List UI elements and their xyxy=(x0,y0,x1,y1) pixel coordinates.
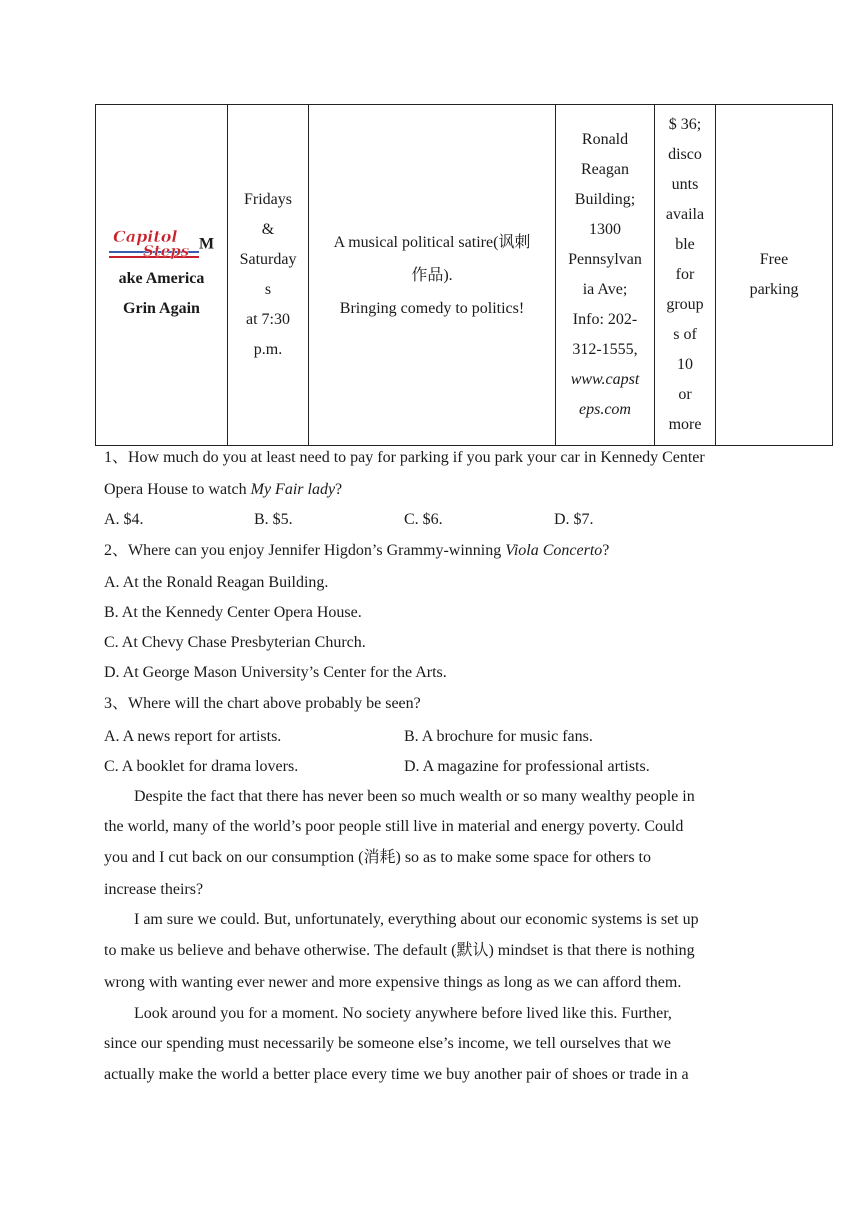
event-title-line2: ake America xyxy=(118,270,205,287)
passage-line: since our spending must necessarily be someone else’s income, we tell ourselves that we xyxy=(104,1035,671,1052)
parking-line: parking xyxy=(749,281,799,298)
question-2-title: Viola Concerto xyxy=(505,542,603,559)
passage-line: wrong with wanting ever newer and more expensive things as long as we can afford them. xyxy=(104,974,682,991)
event-parking-cell xyxy=(716,105,833,446)
place-line: Pennsylvan xyxy=(568,251,642,268)
price-line: for xyxy=(675,266,695,283)
option-3b: B. A brochure for music fans. xyxy=(404,728,593,745)
place-website: eps.com xyxy=(579,401,631,418)
option-2d: D. At George Mason University’s Center for the Arts. xyxy=(104,664,447,681)
option-3c: C. A booklet for drama lovers. xyxy=(104,758,299,775)
option-1b: B. $5. xyxy=(254,511,293,528)
event-title-cell xyxy=(96,105,228,446)
passage-line: to make us believe and behave otherwise. The default (默认) mindset is that there is nothing xyxy=(104,942,695,959)
place-line: Building; xyxy=(574,191,636,208)
time-line: p.m. xyxy=(253,341,283,358)
question-1-line2 xyxy=(104,480,342,500)
option-3a: A. A news report for artists. xyxy=(104,728,282,745)
option-1d: D. $7. xyxy=(554,511,594,528)
option-2c: C. At Chevy Chase Presbyterian Church. xyxy=(104,634,366,651)
price-line: unts xyxy=(671,176,699,193)
time-line: at 7:30 xyxy=(246,311,290,328)
event-title-line3: Grin Again xyxy=(123,300,200,317)
place-website: www.capst xyxy=(570,371,640,388)
option-1a: A. $4. xyxy=(104,511,144,528)
option-1c: C. $6. xyxy=(404,511,443,528)
question-2-mark: ? xyxy=(602,542,610,559)
place-line: 312-1555, xyxy=(572,341,638,358)
place-line: Info: 202- xyxy=(572,311,638,328)
place-line: Ronald xyxy=(581,131,629,148)
place-line: 1300 xyxy=(589,221,621,238)
passage-line: I am sure we could. But, unfortunately, everything about our economic systems is set up xyxy=(134,911,699,928)
passage-line: the world, many of the world’s poor people still live in material and energy poverty. Could xyxy=(104,818,684,835)
event-time-cell xyxy=(228,105,309,446)
passage-line: actually make the world a better place every time we buy another pair of shoes or trade in a xyxy=(104,1066,689,1083)
logo-text-capitol: Capitol xyxy=(112,227,178,246)
price-line: or xyxy=(678,386,692,403)
question-2-line1 xyxy=(104,541,609,561)
logo-text-steps: Steps xyxy=(142,242,190,260)
description-line: Bringing comedy to politics! xyxy=(339,299,525,317)
option-3d: D. A magazine for professional artists. xyxy=(404,758,650,775)
table-row xyxy=(96,105,833,446)
price-line: $ 36; xyxy=(668,116,702,133)
question-1-text: Opera House to watch xyxy=(104,481,251,498)
passage-line: Despite the fact that there has never been so much wealth or so many wealthy people in xyxy=(134,788,695,805)
passage-line: Look around you for a moment. No society anywhere before lived like this. Further, xyxy=(134,1005,672,1022)
time-line: Saturday xyxy=(239,251,297,268)
price-line: s of xyxy=(673,326,697,343)
option-2b: B. At the Kennedy Center Opera House. xyxy=(104,604,362,621)
event-title-first: M xyxy=(198,235,215,253)
place-line: Reagan xyxy=(581,161,629,178)
price-line: more xyxy=(668,416,702,433)
capitol-steps-logo xyxy=(109,226,199,264)
question-1-line1: 1、How much do you at least need to pay for parking if you park your car in Kennedy Center xyxy=(104,449,705,466)
option-2a: A. At the Ronald Reagan Building. xyxy=(104,574,329,591)
time-line: & xyxy=(261,221,275,238)
question-1-title: My Fair lady xyxy=(250,481,336,498)
question-3-line1: 3、Where will the chart above probably be seen? xyxy=(104,695,421,712)
passage-line: you and I cut back on our consumption (消耗) so as to make some space for others to xyxy=(104,849,651,866)
time-line: s xyxy=(264,281,272,298)
description-line: 作品). xyxy=(411,266,453,284)
price-line: group xyxy=(666,296,704,313)
parking-line: Free xyxy=(759,251,789,268)
question-1-mark: ? xyxy=(335,481,343,498)
event-price-cell xyxy=(655,105,716,446)
passage-line: increase theirs? xyxy=(104,881,204,898)
event-description-cell xyxy=(309,105,556,446)
question-2-text: 2、Where can you enjoy Jennifer Higdon’s Grammy-winning xyxy=(104,542,506,559)
price-line: disco xyxy=(668,146,702,163)
price-line: availa xyxy=(665,206,705,223)
event-place-cell xyxy=(556,105,655,446)
event-table xyxy=(95,104,833,446)
description-line: A musical political satire(讽刺 xyxy=(333,233,531,251)
time-line: Fridays xyxy=(244,191,292,208)
place-line: ia Ave; xyxy=(582,281,628,298)
price-line: 10 xyxy=(677,356,693,373)
price-line: ble xyxy=(675,236,695,253)
